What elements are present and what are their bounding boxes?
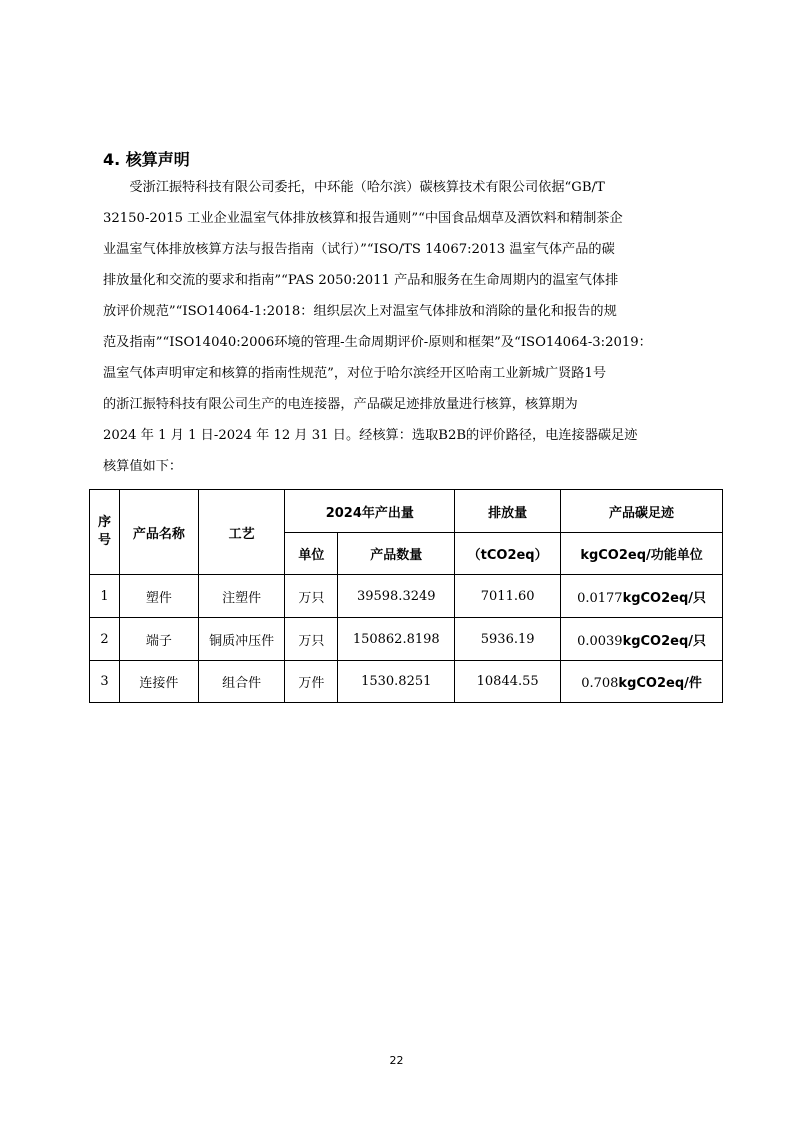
cell-footprint (561, 661, 723, 703)
cell-seq: 3 (90, 661, 120, 703)
header-unit: 单位 (285, 533, 338, 575)
paragraph-line: 2024 年 1 月 1 日-2024 年 12 月 31 日。经核算：选取B2B的评价路径，电连接器碳足迹 (103, 428, 638, 443)
header-emission-unit: （tCO2eq） (455, 533, 561, 575)
page-number: 22 (389, 1054, 404, 1067)
footprint-unit: kgCO2eq/只 (622, 633, 707, 649)
cell-unit: 万件 (285, 661, 338, 703)
cell-seq: 2 (90, 618, 120, 661)
paragraph-line: 温室气体声明审定和核算的指南性规范”，对位于哈尔滨经开区哈南工业新城广贤路1号 (103, 366, 607, 381)
carbon-footprint-table (89, 489, 723, 703)
cell-seq: 1 (90, 575, 120, 618)
cell-quantity: 1530.8251 (338, 661, 455, 703)
cell-footprint (561, 618, 723, 661)
footprint-value: 0.0177 (577, 590, 623, 606)
cell-process: 铜质冲压件 (198, 618, 285, 661)
cell-name: 连接件 (119, 661, 198, 703)
cell-name: 端子 (119, 618, 198, 661)
table-row (90, 618, 723, 661)
paragraph-line: 核算值如下： (103, 459, 183, 474)
cell-emission: 10844.55 (455, 661, 561, 703)
header-footprint: 产品碳足迹 (561, 490, 723, 533)
cell-unit: 万只 (285, 575, 338, 618)
declaration-paragraph (103, 172, 719, 482)
footprint-unit: kgCO2eq/件 (618, 676, 702, 691)
cell-process: 组合件 (198, 661, 285, 703)
paragraph-line: 放评价规范”“ISO14064-1:2018：组织层次上对温室气体排放和消除的量化和报告的规 (103, 304, 617, 319)
header-footprint-unit: kgCO2eq/功能单位 (561, 533, 723, 575)
cell-footprint (561, 575, 723, 618)
table-row (90, 575, 723, 618)
footprint-value: 0.0039 (577, 633, 623, 649)
paragraph-line: 的浙江振特科技有限公司生产的电连接器，产品碳足迹排放量进行核算，核算期为 (103, 397, 578, 412)
section-title: 4. 核算声明 (103, 150, 190, 169)
cell-name: 塑件 (119, 575, 198, 618)
footprint-value: 0.708 (581, 676, 619, 691)
cell-process: 注塑件 (198, 575, 285, 618)
footprint-unit: kgCO2eq/只 (622, 590, 707, 606)
cell-emission: 7011.60 (455, 575, 561, 618)
cell-emission: 5936.19 (455, 618, 561, 661)
header-quantity: 产品数量 (338, 533, 455, 575)
paragraph-line: 排放量化和交流的要求和指南”“PAS 2050:2011 产品和服务在生命周期内的温室气体排 (103, 273, 619, 288)
header-seq: 序号 (90, 490, 120, 575)
header-process: 工艺 (198, 490, 285, 575)
paragraph-line: 范及指南”“ISO14040:2006环境的管理-生命周期评价-原则和框架”及“ISO14064-3:2019： (103, 335, 652, 350)
table-row (90, 661, 723, 703)
header-product-name: 产品名称 (119, 490, 198, 575)
cell-quantity: 39598.3249 (338, 575, 455, 618)
paragraph-line: 受浙江振特科技有限公司委托，中环能（哈尔滨）碳核算技术有限公司依据“GB/T (103, 180, 605, 195)
paragraph-line: 32150-2015 工业企业温室气体排放核算和报告通则”“中国食品烟草及酒饮料和精制茶企 (103, 211, 623, 226)
header-emission: 排放量 (455, 490, 561, 533)
header-output-group: 2024年产出量 (285, 490, 455, 533)
table-header-row (90, 490, 723, 533)
cell-unit: 万只 (285, 618, 338, 661)
paragraph-line: 业温室气体排放核算方法与报告指南（试行）”“ISO/TS 14067:2013 温室气体产品的碳 (103, 242, 615, 257)
cell-quantity: 150862.8198 (338, 618, 455, 661)
